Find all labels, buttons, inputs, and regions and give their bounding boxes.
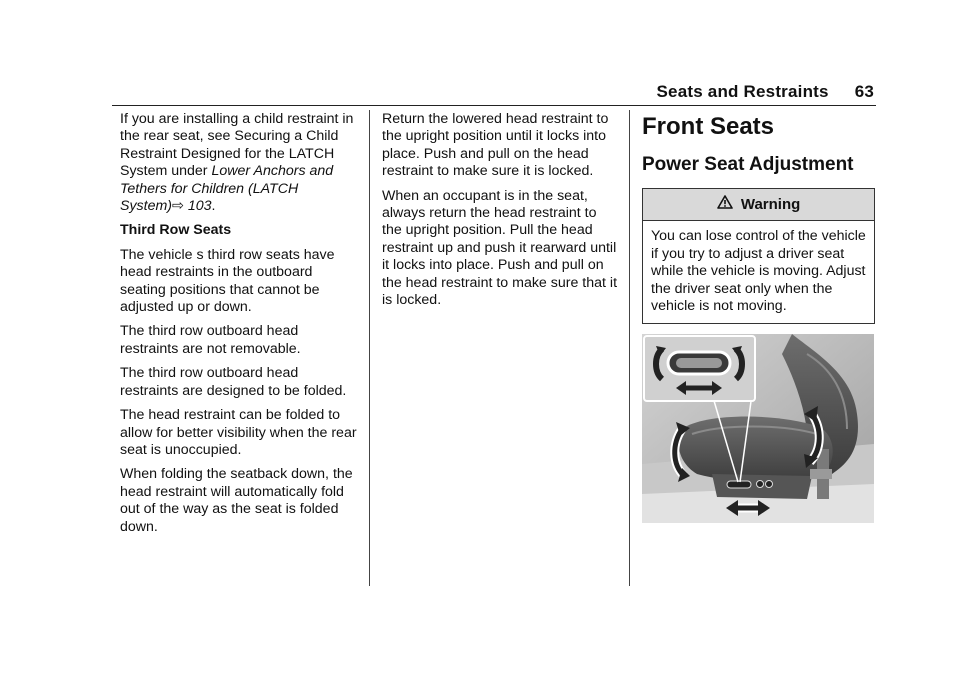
- warning-box: [642, 188, 875, 324]
- section-title: Seats and Restraints: [656, 82, 829, 101]
- column-divider-1: [369, 110, 370, 586]
- column-right: [642, 111, 875, 324]
- column-middle: [382, 111, 618, 316]
- paragraph: When an occupant is in the seat, always return the head restraint to the upright position. Pull the head restraint up and push it rearward until it locks into place. Push and pull on the head restraint to make sure that it is locked.: [382, 187, 618, 309]
- warning-header: [643, 189, 874, 221]
- latch-reference-paragraph: If you are installing a child restraint in the rear seat, see Securing a Child Restraint Designed for the LATCH System under Lower Anchors and Tethers for Children (LATCH System)⇨ 103.: [120, 111, 354, 215]
- warning-triangle-icon: [717, 195, 737, 212]
- warning-title: Warning: [740, 196, 801, 213]
- warning-body: You can lose control of the vehicle if you try to adjust a driver seat while the vehicle is moving. Adjust the driver seat only when the vehicle is not moving.: [651, 228, 866, 315]
- column-left: [120, 111, 358, 543]
- paragraph: The third row outboard head restraints are designed to be folded.: [120, 365, 347, 399]
- column-divider-2: [629, 110, 630, 586]
- page-header: [657, 82, 875, 102]
- page-number: 63: [854, 82, 874, 101]
- paragraph: The head restraint can be folded to allow for better visibility when the rear seat is unoccupied.: [120, 407, 357, 458]
- page-ref-icon: ⇨: [172, 198, 184, 215]
- page-ref-number[interactable]: 103: [183, 198, 212, 215]
- paragraph: The third row outboard head restraints are not removable.: [120, 323, 301, 357]
- header-rule: [112, 105, 876, 106]
- paragraph: When folding the seatback down, the head restraint will automatically fold out of the way as the seat is folded down.: [120, 466, 353, 535]
- third-row-seats-heading: Third Row Seats: [120, 222, 232, 239]
- power-seat-adjustment-heading: Power Seat Adjustment: [642, 154, 854, 175]
- front-seats-heading: Front Seats: [642, 113, 775, 140]
- power-seat-controls-illustration: [642, 334, 874, 523]
- paragraph: Return the lowered head restraint to the upright position until it locks into place. Push and pull on the head restraint to make sure it is locked.: [382, 111, 609, 180]
- paragraph: The vehicle s third row seats have head restraints in the outboard seating positions that cannot be adjusted up or down.: [120, 246, 335, 316]
- latch-reference-link[interactable]: Lower Anchors and Tethers for Children (LATCH System): [120, 163, 334, 215]
